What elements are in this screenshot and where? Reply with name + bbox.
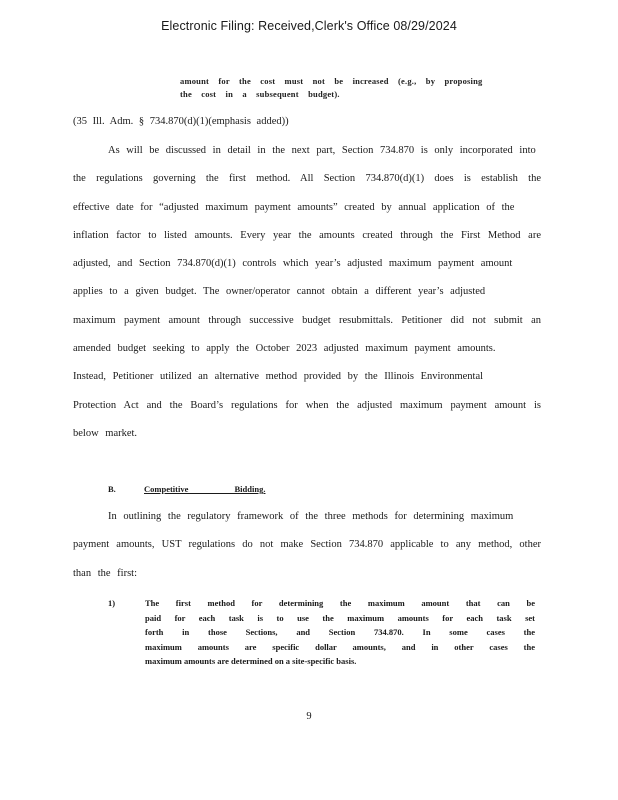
paragraph-line: Instead, Petitioner utilized an alternative method provided by the Illinois Environmental	[73, 371, 484, 383]
paragraph-line: below market.	[73, 427, 138, 439]
paragraph-line: than the first:	[73, 567, 137, 579]
list-item-number: 1)	[108, 598, 116, 608]
paragraph-regulatory-framework	[73, 503, 541, 588]
list-item-line: paid for each task is to use the maximum amounts for each task set	[145, 612, 535, 623]
page-number: 9	[306, 711, 312, 722]
block-quote-line: amount for the cost must not be increased (e.g., by proposing	[180, 76, 483, 86]
paragraph-line: In outlining the regulatory framework of the three methods for determining maximum	[108, 511, 514, 522]
list-item-line: forth in those Sections, and Section 734.870. In some cases the	[145, 627, 535, 637]
paragraph-line: inflation factor to listed amounts. Every year the amounts created through the First Method are	[73, 229, 541, 241]
section-title: Competitive Bidding.	[144, 484, 266, 494]
block-quote	[180, 75, 483, 101]
paragraph-line: the regulations governing the first method. All Section 734.870(d)(1) does is establish the	[73, 173, 541, 185]
paragraph-line: maximum payment amount through successive budget resubmittals. Petitioner did not submit an	[73, 314, 541, 326]
citation: (35 Ill. Adm. § 734.870(d)(1)(emphasis added))	[73, 116, 289, 127]
paragraph-line: Protection Act and the Board’s regulations for when the adjusted maximum payment amount is	[73, 399, 541, 411]
list-item-body	[145, 596, 535, 669]
paragraph-section-734-870	[73, 137, 541, 448]
paragraph-line: adjusted, and Section 734.870(d)(1) controls which year’s adjusted maximum payment amount	[73, 258, 513, 270]
section-letter: B.	[108, 484, 116, 494]
paragraph-line: As will be discussed in detail in the next part, Section 734.870 is only incorporated into	[108, 145, 536, 156]
paragraph-line: payment amounts, UST regulations do not make Section 734.870 applicable to any method, other	[73, 539, 541, 551]
paragraph-line: amended budget seeking to apply the October 2023 adjusted maximum payment amounts.	[73, 343, 496, 355]
paragraph-line: applies to a given budget. The owner/operator cannot obtain a different year’s adjusted	[73, 286, 486, 298]
list-item-line: maximum amounts are specific dollar amounts, and in other cases the	[145, 641, 535, 652]
section-heading	[108, 484, 287, 494]
block-quote-line: the cost in a subsequent budget).	[180, 89, 340, 99]
list-item-line: maximum amounts are determined on a site-specific basis.	[145, 656, 357, 666]
filing-stamp-header: Electronic Filing: Received,Clerk's Office 08/29/2024	[161, 19, 457, 33]
paragraph-line: effective date for “adjusted maximum payment amounts” created by annual application of the	[73, 201, 515, 213]
list-item-line: The first method for determining the maximum amount that can be	[145, 598, 535, 608]
